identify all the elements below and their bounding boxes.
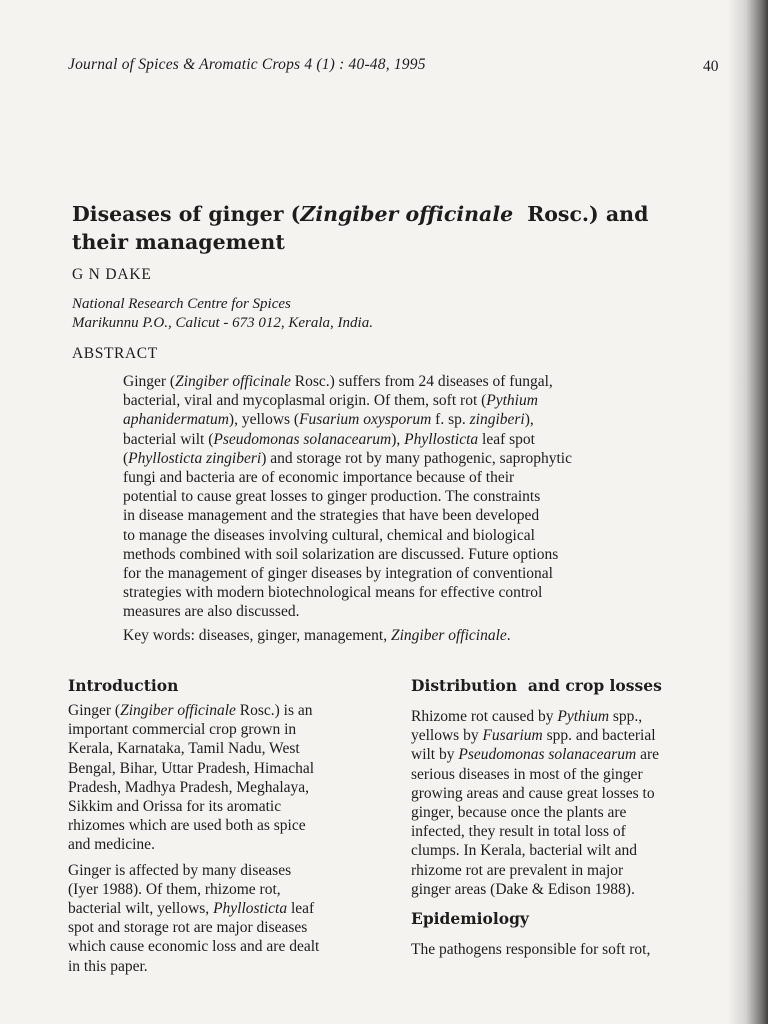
title-part-3: Rosc.) and	[527, 202, 649, 226]
abstract-line: potential to cause great losses to ginger production. The constraints	[123, 488, 541, 506]
text-line: (Iyer 1988). Of them, rhizome rot,	[68, 880, 281, 898]
affiliation-line-1: National Research Centre for Spices	[72, 296, 291, 312]
abstract-line: for the management of ginger diseases by integration of conventional	[123, 565, 553, 583]
left-column	[68, 676, 390, 976]
abstract-heading: ABSTRACT	[72, 345, 158, 362]
introduction-paragraph-2	[68, 861, 390, 976]
text-line: Rhizome rot caused by Pythium spp.,	[411, 708, 643, 725]
journal-citation: Journal of Spices & Aromatic Crops 4 (1) : 40-48, 1995	[68, 56, 426, 73]
text-line: rhizome rot are prevalent in major	[411, 861, 624, 879]
text-line: infected, they result in total loss of	[411, 823, 626, 841]
keywords: Key words: diseases, ginger, management, Zingiber officinale.	[123, 627, 511, 644]
text-line: and medicine.	[68, 836, 155, 854]
abstract-line: Ginger (Zingiber officinale Rosc.) suffers from 24 diseases of fungal,	[123, 373, 553, 390]
abstract-line: in disease management and the strategies that have been developed	[123, 507, 540, 525]
abstract-line: (Phyllosticta zingiberi) and storage rot by many pathogenic, saprophytic	[123, 449, 572, 467]
abstract-line: bacterial, viral and mycoplasmal origin. Of them, soft rot (Pythium	[123, 392, 538, 410]
text-line: growing areas and cause great losses to	[411, 784, 655, 802]
text-line: which cause economic loss and are dealt	[68, 938, 320, 956]
text-line: ginger areas (Dake & Edison 1988).	[411, 880, 635, 898]
text-line: Kerala, Karnataka, Tamil Nadu, West	[68, 740, 300, 758]
text-line: ginger, because once the plants are	[411, 804, 627, 822]
right-column	[411, 676, 731, 959]
text-line: bacterial wilt, yellows, Phyllosticta leaf	[68, 900, 315, 918]
page-edge-shadow	[728, 0, 768, 1024]
abstract-text	[123, 372, 683, 622]
epidemiology-paragraph: The pathogens responsible for soft rot,	[411, 941, 651, 959]
affiliation-line-2: Marikunnu P.O., Calicut - 673 012, Kerala, India.	[72, 315, 373, 331]
abstract-line: bacterial wilt (Pseudomonas solanacearum), Phyllosticta leaf spot	[123, 430, 535, 448]
abstract-line: methods combined with soil solarization are discussed. Future options	[123, 545, 559, 563]
text-line: rhizomes which are used both as spice	[68, 817, 306, 835]
text-line: clumps. In Kerala, bacterial wilt and	[411, 842, 637, 860]
text-line: spot and storage rot are major diseases	[68, 919, 308, 937]
author-name: G N DAKE	[72, 266, 152, 283]
text-line: serious diseases in most of the ginger	[411, 765, 643, 783]
abstract-line: to manage the diseases involving cultural, chemical and biological	[123, 526, 535, 544]
distribution-paragraph	[411, 707, 731, 899]
author-affiliation	[72, 295, 373, 333]
text-line: Sikkim and Orissa for its aromatic	[68, 798, 282, 816]
abstract-line: measures are also discussed.	[123, 603, 300, 621]
abstract-line: fungi and bacteria are of economic importance because of their	[123, 469, 515, 487]
article-title	[72, 200, 732, 256]
text-line: Bengal, Bihar, Uttar Pradesh, Himachal	[68, 759, 315, 777]
text-line: Pradesh, Madhya Pradesh, Meghalaya,	[68, 778, 310, 796]
introduction-paragraph-1	[68, 701, 390, 855]
introduction-heading: Introduction	[68, 676, 179, 695]
text-line: yellows by Fusarium spp. and bacterial	[411, 727, 656, 745]
title-line-2: their management	[72, 230, 285, 254]
title-part-1: Diseases of ginger (	[72, 202, 301, 226]
text-line: wilt by Pseudomonas solanacearum are	[411, 746, 659, 764]
title-scientific-name: Zingiber officinale	[300, 202, 514, 226]
abstract-line: strategies with modern biotechnological means for effective control	[123, 584, 543, 602]
epidemiology-heading: Epidemiology	[411, 909, 529, 929]
page-number: 40	[703, 58, 719, 75]
text-line: in this paper.	[68, 957, 148, 975]
text-line: important commercial crop grown in	[68, 721, 297, 739]
text-line: Ginger (Zingiber officinale Rosc.) is an	[68, 702, 313, 719]
text-line: Ginger is affected by many diseases	[68, 861, 292, 879]
abstract-line: aphanidermatum), yellows (Fusarium oxysporum f. sp. zingiberi),	[123, 411, 534, 429]
distribution-heading: Distribution and crop losses	[411, 676, 662, 695]
